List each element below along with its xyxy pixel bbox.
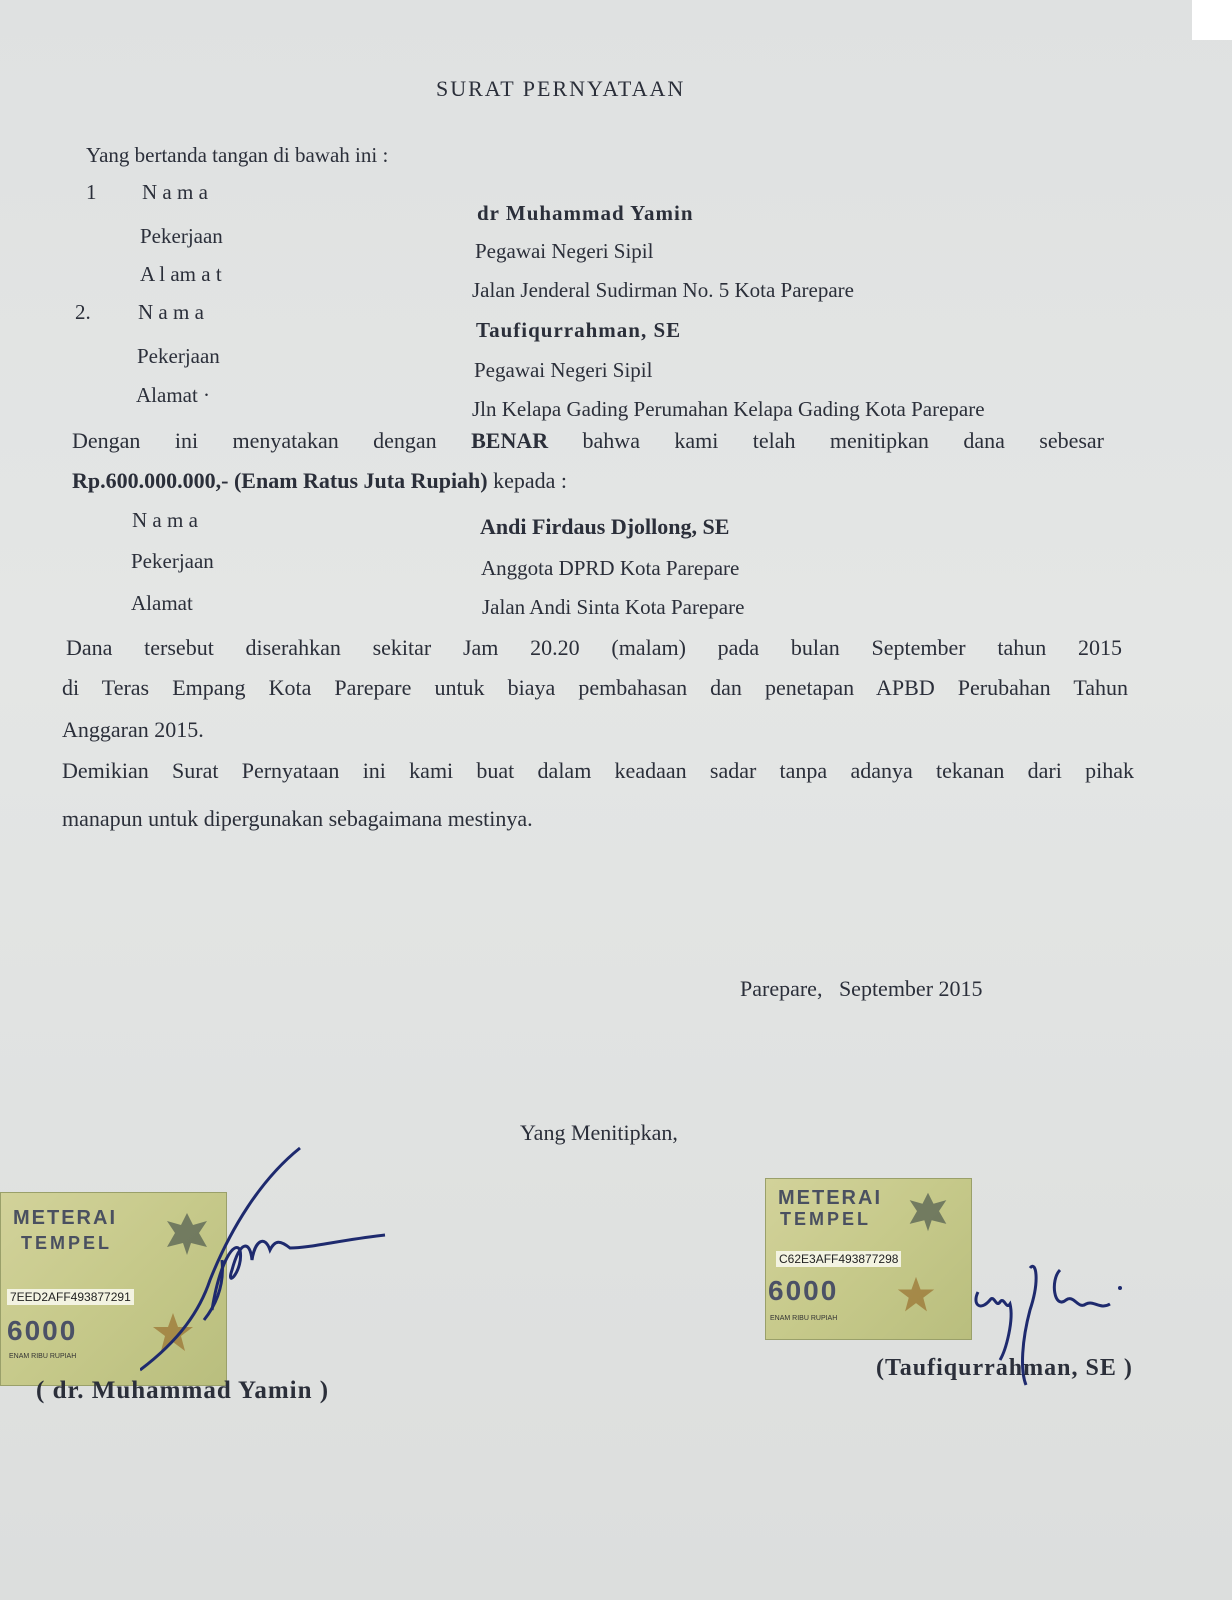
recipient-job-value: Anggota DPRD Kota Parepare <box>481 556 740 580</box>
signature-left <box>140 1140 400 1380</box>
stamp-right-title: METERAI <box>778 1187 882 1209</box>
paragraph-closing-line-2: manapun untuk dipergunakan sebagaimana mestinya. <box>62 806 533 831</box>
paragraph-dana-line-1: Dana tersebut diserahkan sekitar Jam 20.20 (malam) pada bulan September tahun 2015 <box>66 635 1122 660</box>
stamp-left-words: ENAM RIBU RUPIAH <box>9 1353 77 1360</box>
stamp-left-code: 7EED2AFF493877291 <box>7 1289 134 1305</box>
recipient-name-label: N a m a <box>132 508 198 532</box>
stamp-right-value: 6000 <box>768 1275 839 1306</box>
stamp-right-star-icon <box>896 1275 936 1315</box>
stamp-right-code: C62E3AFF493877298 <box>776 1251 901 1267</box>
stamp-left-title: METERAI <box>13 1207 117 1229</box>
paragraph-dana-line-2: di Teras Empang Kota Parepare untuk biaya pembahasan dan penetapan APBD Perubahan Tahun <box>62 675 1128 700</box>
person2-address-label: Alamat · <box>136 383 211 407</box>
person2-number: 2. <box>75 300 91 324</box>
statement-kepada: kepada : <box>493 468 568 493</box>
person1-job-value: Pegawai Negeri Sipil <box>475 239 654 263</box>
statement-benar: BENAR <box>471 428 549 453</box>
statement-text-a: Dengan ini menyatakan dengan <box>72 428 437 453</box>
person1-number: 1 <box>86 180 97 204</box>
stamp-left-subtitle: TEMPEL <box>21 1233 113 1253</box>
person1-name-value: dr Muhammad Yamin <box>477 201 694 225</box>
intro-text: Yang bertanda tangan di bawah ini : <box>86 143 389 167</box>
signer-left-name: ( dr. Muhammad Yamin ) <box>36 1377 330 1404</box>
document-title: SURAT PERNYATAAN <box>436 76 686 101</box>
person2-name-value: Taufiqurrahman, SE <box>476 318 682 342</box>
paragraph-dana-line-3: Anggaran 2015. <box>62 717 204 742</box>
person2-name-label: N a m a <box>138 300 204 324</box>
statement-line-2 <box>72 470 567 492</box>
person1-job-label: Pekerjaan <box>140 224 223 248</box>
person1-address-label: A l am a t <box>140 262 222 286</box>
stamp-right-subtitle: TEMPEL <box>780 1209 872 1229</box>
recipient-address-label: Alamat <box>131 591 193 615</box>
statement-amount: Rp.600.000.000,- <box>72 468 229 493</box>
paper-edge <box>1192 0 1232 40</box>
person1-address-value: Jalan Jenderal Sudirman No. 5 Kota Parepare <box>472 278 854 302</box>
statement-line-1 <box>72 430 1104 452</box>
stamp-right <box>765 1178 972 1340</box>
person2-job-label: Pekerjaan <box>137 344 220 368</box>
garuda-emblem-icon <box>906 1189 950 1235</box>
paragraph-closing-line-1: Demikian Surat Pernyataan ini kami buat dalam keadaan sadar tanpa adanya tekanan dari pihak <box>62 758 1134 783</box>
statement-text-b: bahwa kami telah menitipkan dana sebesar <box>582 428 1105 453</box>
stamp-right-words: ENAM RIBU RUPIAH <box>770 1315 838 1322</box>
recipient-job-label: Pekerjaan <box>131 549 214 573</box>
person2-job-value: Pegawai Negeri Sipil <box>474 358 653 382</box>
depositor-label: Yang Menitipkan, <box>520 1120 678 1145</box>
person2-address-value: Jln Kelapa Gading Perumahan Kelapa Gading Kota Parepare <box>472 397 985 421</box>
stamp-left-value: 6000 <box>7 1315 78 1346</box>
place-date: Parepare, September 2015 <box>740 976 983 1001</box>
person1-name-label: N a m a <box>142 180 208 204</box>
signer-right-name: (Taufiqurrahman, SE ) <box>876 1355 1133 1381</box>
statement-amount-words: (Enam Ratus Juta Rupiah) <box>233 468 488 493</box>
recipient-address-value: Jalan Andi Sinta Kota Parepare <box>482 595 745 619</box>
recipient-name-value: Andi Firdaus Djollong, SE <box>480 514 730 539</box>
